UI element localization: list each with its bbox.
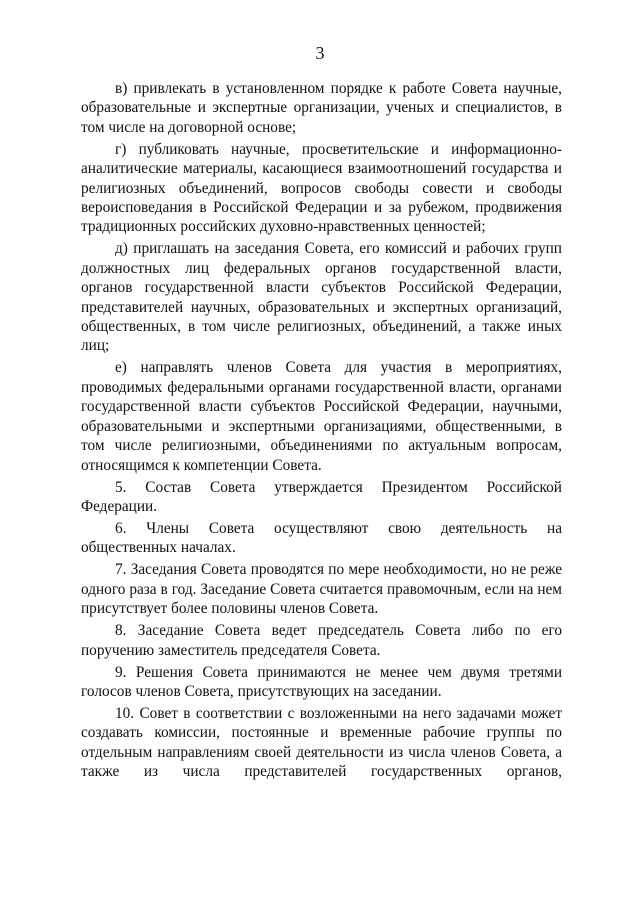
paragraph-item-7: 7. Заседания Совета проводятся по мере необходимости, но не реже одного раза в год. Заседание Совета считается правомочным, если на нем присутствует более половины членов Совета. [81,561,562,618]
paragraph-item-8: 8. Заседание Совета ведет председатель Совета либо по его поручению заместитель председателя Совета. [81,622,562,659]
paragraph-item-10: 10. Совет в соответствии с возложенными на него задачами может создавать комиссии, постоянные и временные рабочие группы по отдельным направлениям своей деятельности из числа членов Совета, а также из числа представителей государственных органов, [81,704,562,781]
paragraph-item-6: 6. Члены Совета осуществляют свою деятельность на общественных началах. [81,519,562,557]
paragraph-clause-d: д) приглашать на заседания Совета, его комиссий и рабочих групп должностных лиц федеральных органов государственной власти, органов государственной власти субъектов Российской Федерации, представителей научных, образовательных и экспертных организаций, общественных, в том числе религиозных, объединений, а также иных лиц; [81,240,562,355]
document-body [81,79,562,784]
paragraph-clause-e: е) направлять членов Совета для участия в мероприятиях, проводимых федеральными органами государственной власти, органами государственной власти субъектов Российской Федерации, научными, образовательными и экспертными организациями, общественными, в том числе религиозными, объединениями по актуальным вопросам, относящимся к компетенции Совета. [81,359,562,474]
paragraph-item-9: 9. Решения Совета принимаются не менее чем двумя третями голосов членов Совета, присутствующих на заседании. [81,663,562,700]
paragraph-clause-v: в) привлекать в установленном порядке к работе Совета научные, образовательные и экспертные организации, ученых и специалистов, в том числе на договорной основе; [81,80,562,136]
paragraph-item-5: 5. Состав Совета утверждается Президентом Российской Федерации. [81,478,562,515]
page-number: 3 [315,43,325,63]
paragraph-clause-g: г) публиковать научные, просветительские и информационно-аналитические материалы, касающиеся взаимоотношений государства и религиозных объединений, вопросов свободы совести и свободы вероисповедания в Российской Федерации и за рубежом, продвижения традиционных российских духовно-нравственных ценностей; [81,140,562,236]
